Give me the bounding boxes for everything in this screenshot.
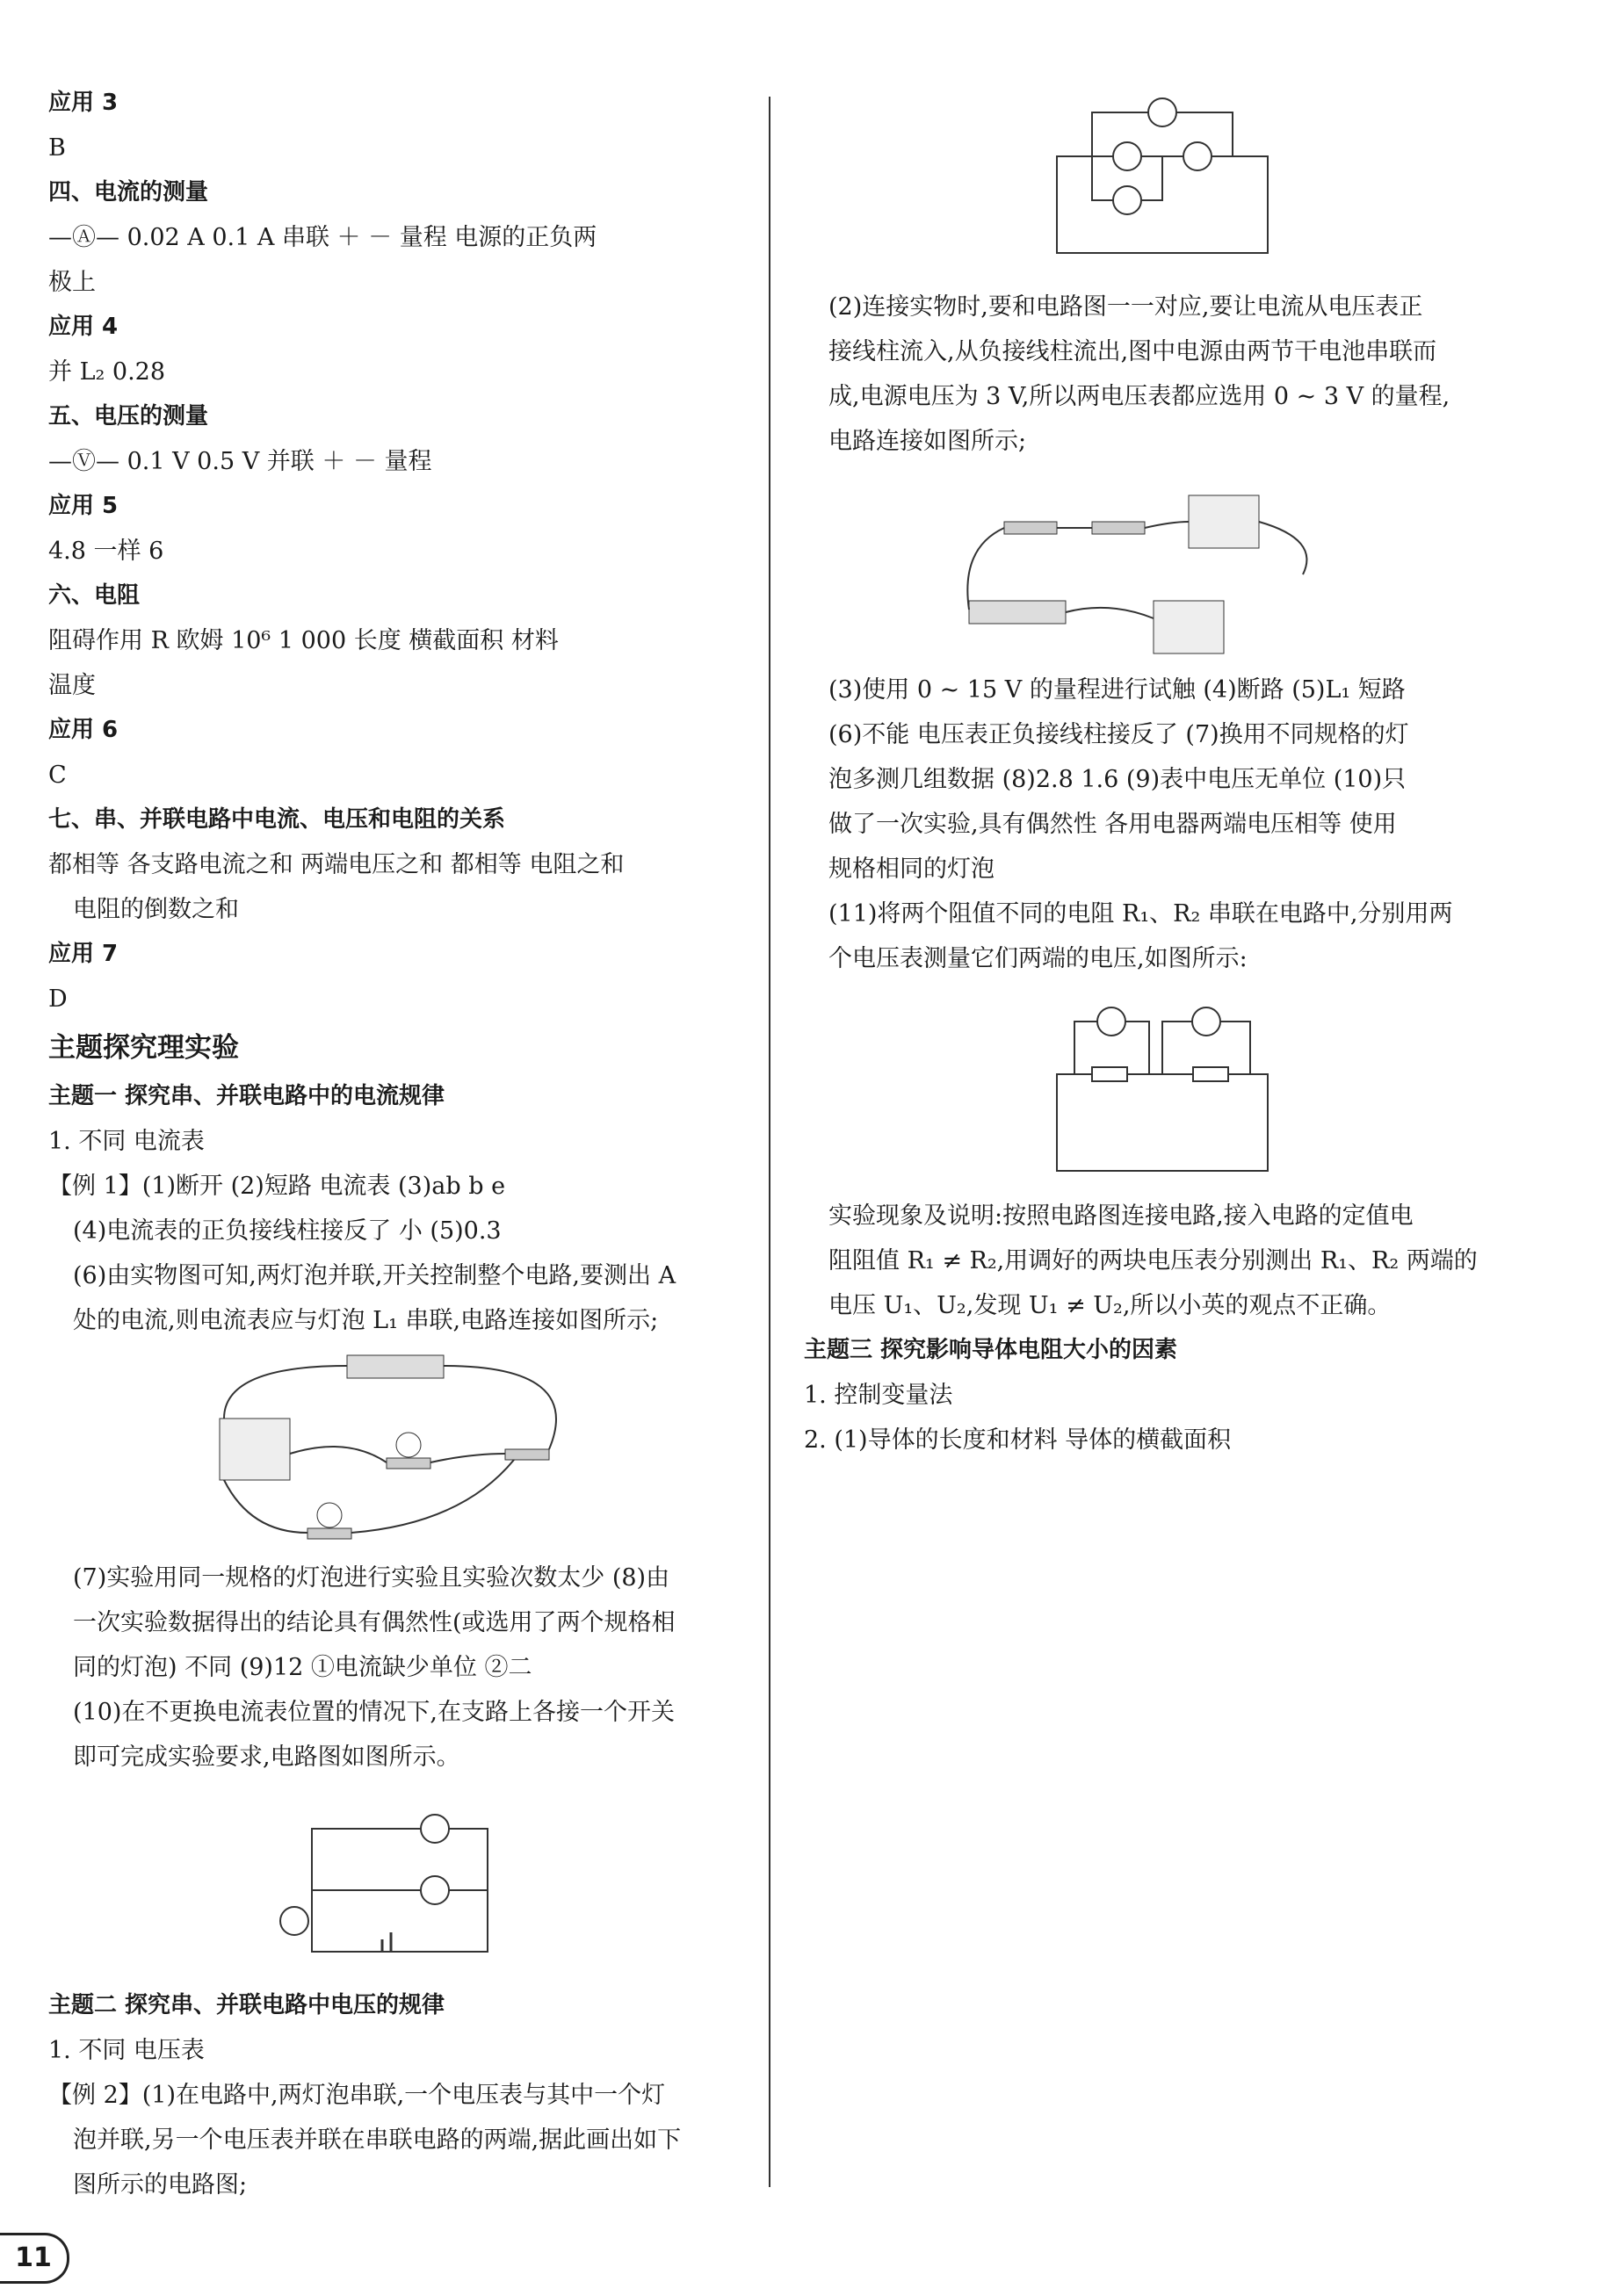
page-number: 11: [0, 2233, 69, 2284]
right-line-18: 1. 控制变量法: [804, 1382, 953, 1409]
right-line-4: 电路连接如图所示;: [828, 428, 1027, 455]
left-line-9: 应用 5: [48, 493, 119, 519]
right-line-2: 接线柱流入,从负接线柱流出,图中电源由两节干电池串联而: [828, 338, 1437, 365]
left-line-7: 五、电压的测量: [48, 403, 209, 430]
left-line-37: 【例 2】(1)在电路中,两灯泡串联,一个电压表与其中一个灯: [48, 2082, 666, 2109]
left-line-27: 处的电流,则电流表应与灯泡 L₁ 串联,电路连接如图所示;: [73, 1307, 659, 1334]
left-line-8: —Ⓥ— 0.1 V 0.5 V 并联 ＋ － 量程: [48, 448, 432, 475]
series-voltmeter-diagram: [1031, 86, 1294, 279]
left-line-21: 主题探究理实验: [48, 1032, 239, 1064]
parallel-circuit-diagram: [259, 1785, 540, 1978]
left-line-10: 4.8 一样 6: [48, 538, 164, 565]
left-line-12: 阻碍作用 R 欧姆 10⁶ 1 000 长度 横截面积 材料: [48, 627, 559, 654]
left-line-38: 泡并联,另一个电压表并联在串联电路的两端,据此画出如下: [73, 2126, 682, 2154]
left-line-4: 极上: [48, 269, 96, 296]
right-line-11: (11)将两个阻值不同的电阻 R₁、R₂ 串联在电路中,分别用两: [828, 900, 1453, 928]
left-line-19: 应用 7: [48, 941, 119, 967]
wiring-diagram-1: [198, 1348, 602, 1550]
left-line-30: 一次实验数据得出的结论具有偶然性(或选用了两个规格相: [73, 1609, 676, 1636]
left-line-31: 同的灯泡) 不同 (9)12 ①电流缺少单位 ②二: [73, 1654, 532, 1681]
right-line-10: 规格相同的灯泡: [828, 856, 995, 883]
left-line-22: 主题一 探究串、并联电路中的电流规律: [48, 1083, 445, 1109]
left-line-3: —Ⓐ— 0.02 A 0.1 A 串联 ＋ － 量程 电源的正负两: [48, 224, 597, 251]
right-line-15: 阻阻值 R₁ ≠ R₂,用调好的两块电压表分别测出 R₁、R₂ 两端的: [828, 1247, 1478, 1274]
left-line-24: 【例 1】(1)断开 (2)短路 电流表 (3)ab b e: [48, 1173, 506, 1200]
left-column: [48, 81, 751, 2207]
left-line-5: 应用 4: [48, 314, 119, 340]
left-line-13: 温度: [48, 672, 96, 699]
right-line-3: 成,电源电压为 3 V,所以两电压表都应选用 0 ~ 3 V 的量程,: [828, 383, 1450, 410]
left-line-20: D: [48, 986, 68, 1013]
wiring-diagram-2: [951, 469, 1373, 662]
right-line-7: (6)不能 电压表正负接线柱接反了 (7)换用不同规格的灯: [828, 721, 1409, 748]
left-line-25: (4)电流表的正负接线柱接反了 小 (5)0.3: [73, 1217, 502, 1245]
left-line-39: 图所示的电路图;: [73, 2171, 248, 2199]
right-line-8: 泡多测几组数据 (8)2.8 1.6 (9)表中电压无单位 (10)只: [828, 766, 1407, 793]
left-line-26: (6)由实物图可知,两灯泡并联,开关控制整个电路,要测出 A: [73, 1262, 676, 1289]
right-line-19: 2. (1)导体的长度和材料 导体的横截面积: [804, 1426, 1232, 1454]
left-line-32: (10)在不更换电流表位置的情况下,在支路上各接一个开关: [73, 1699, 676, 1726]
column-divider: [769, 97, 770, 2187]
right-line-16: 电压 U₁、U₂,发现 U₁ ≠ U₂,所以小英的观点不正确。: [828, 1292, 1392, 1319]
left-line-17: 都相等 各支路电流之和 两端电压之和 都相等 电阻之和: [48, 851, 625, 878]
right-line-6: (3)使用 0 ~ 15 V 的量程进行试触 (4)断路 (5)L₁ 短路: [828, 676, 1406, 704]
left-line-16: 七、串、并联电路中电流、电压和电阻的关系: [48, 806, 506, 833]
right-line-1: (2)连接实物时,要和电路图一一对应,要让电流从电压表正: [828, 293, 1423, 321]
left-line-15: C: [48, 762, 67, 789]
right-line-12: 个电压表测量它们两端的电压,如图所示:: [828, 945, 1248, 972]
left-line-29: (7)实验用同一规格的灯泡进行实验且实验次数太少 (8)由: [73, 1564, 670, 1592]
left-line-6: 并 L₂ 0.28: [48, 358, 166, 386]
right-line-14: 实验现象及说明:按照电路图连接电路,接入电路的定值电: [828, 1202, 1414, 1230]
left-line-11: 六、电阻: [48, 582, 141, 609]
left-line-35: 主题二 探究串、并联电路中电压的规律: [48, 1992, 445, 2018]
left-line-0: 应用 3: [48, 90, 119, 116]
left-line-14: 应用 6: [48, 717, 119, 743]
left-line-2: 四、电流的测量: [48, 179, 209, 206]
left-line-1: B: [48, 134, 66, 162]
left-line-33: 即可完成实验要求,电路图如图所示。: [73, 1744, 460, 1771]
right-column: [804, 81, 1520, 1462]
left-line-18: 电阻的倒数之和: [73, 896, 239, 923]
resistor-voltmeter-diagram: [1031, 986, 1294, 1188]
right-line-17: 主题三 探究影响导体电阻大小的因素: [804, 1337, 1178, 1363]
right-line-9: 做了一次实验,具有偶然性 各用电器两端电压相等 使用: [828, 811, 1397, 838]
left-line-23: 1. 不同 电流表: [48, 1128, 205, 1155]
left-line-36: 1. 不同 电压表: [48, 2037, 205, 2064]
